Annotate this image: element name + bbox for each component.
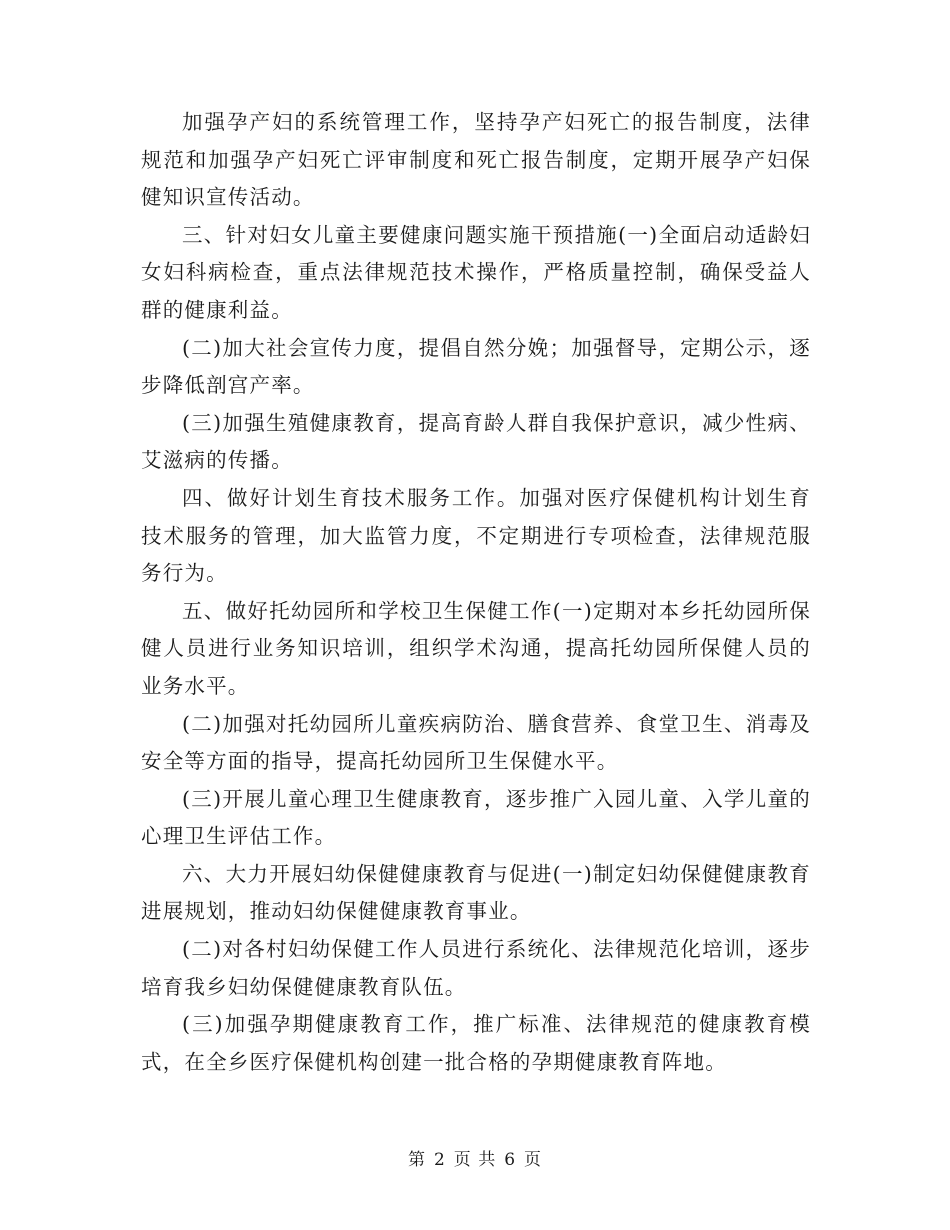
paragraph-7: (二)加强对托幼园所儿童疾病防治、膳食营养、食堂卫生、消毒及安全等方面的指导，提高托幼园所卫生保健水平。: [141, 711, 811, 774]
footer-prefix: 第: [407, 1150, 426, 1170]
paragraph-3: (二)加大社会宣传力度，提倡自然分娩；加强督导，定期公示，逐步降低剖宫产率。: [141, 335, 811, 398]
paragraph-5: 四、做好计划生育技术服务工作。加强对医疗保健机构计划生育技术服务的管理，加大监管力度，不定期进行专项检查，法律规范服务行为。: [141, 485, 811, 586]
page-footer: [0, 1145, 950, 1170]
paragraph-4: (三)加强生殖健康教育，提高育龄人群自我保护意识，减少性病、艾滋病的传播。: [141, 410, 811, 473]
footer-total-pages: 6: [504, 1150, 517, 1170]
paragraph-11: (三)加强孕期健康教育工作，推广标准、法律规范的健康教育模式，在全乡医疗保健机构创建一批合格的孕期健康教育阵地。: [141, 1012, 811, 1074]
paragraph-6: 五、做好托幼园所和学校卫生保健工作(一)定期对本乡托幼园所保健人员进行业务知识培训，组织学术沟通，提高托幼园所保健人员的业务水平。: [141, 598, 811, 698]
paragraph-8: (三)开展儿童心理卫生健康教育，逐步推广入园儿童、入学儿童的心理卫生评估工作。: [141, 786, 811, 849]
footer-current-page: 2: [433, 1150, 446, 1170]
paragraph-2: 三、针对妇女儿童主要健康问题实施干预措施(一)全面启动适龄妇女妇科病检查，重点法律规范技术操作，严格质量控制，确保受益人群的健康利益。: [141, 222, 811, 322]
paragraph-10: (二)对各村妇幼保健工作人员进行系统化、法律规范化培训，逐步培育我乡妇幼保健健康教育队伍。: [141, 937, 811, 999]
document-body: [141, 104, 811, 1081]
paragraph-9: 六、大力开展妇幼保健健康教育与促进(一)制定妇幼保健健康教育进展规划，推动妇幼保健健康教育事业。: [141, 861, 811, 924]
paragraph-1: 加强孕产妇的系统管理工作，坚持孕产妇死亡的报告制度，法律规范和加强孕产妇死亡评审制度和死亡报告制度，定期开展孕产妇保健知识宣传活动。: [141, 110, 811, 210]
footer-middle: 页 共: [453, 1150, 497, 1170]
footer-suffix: 页: [524, 1150, 543, 1170]
